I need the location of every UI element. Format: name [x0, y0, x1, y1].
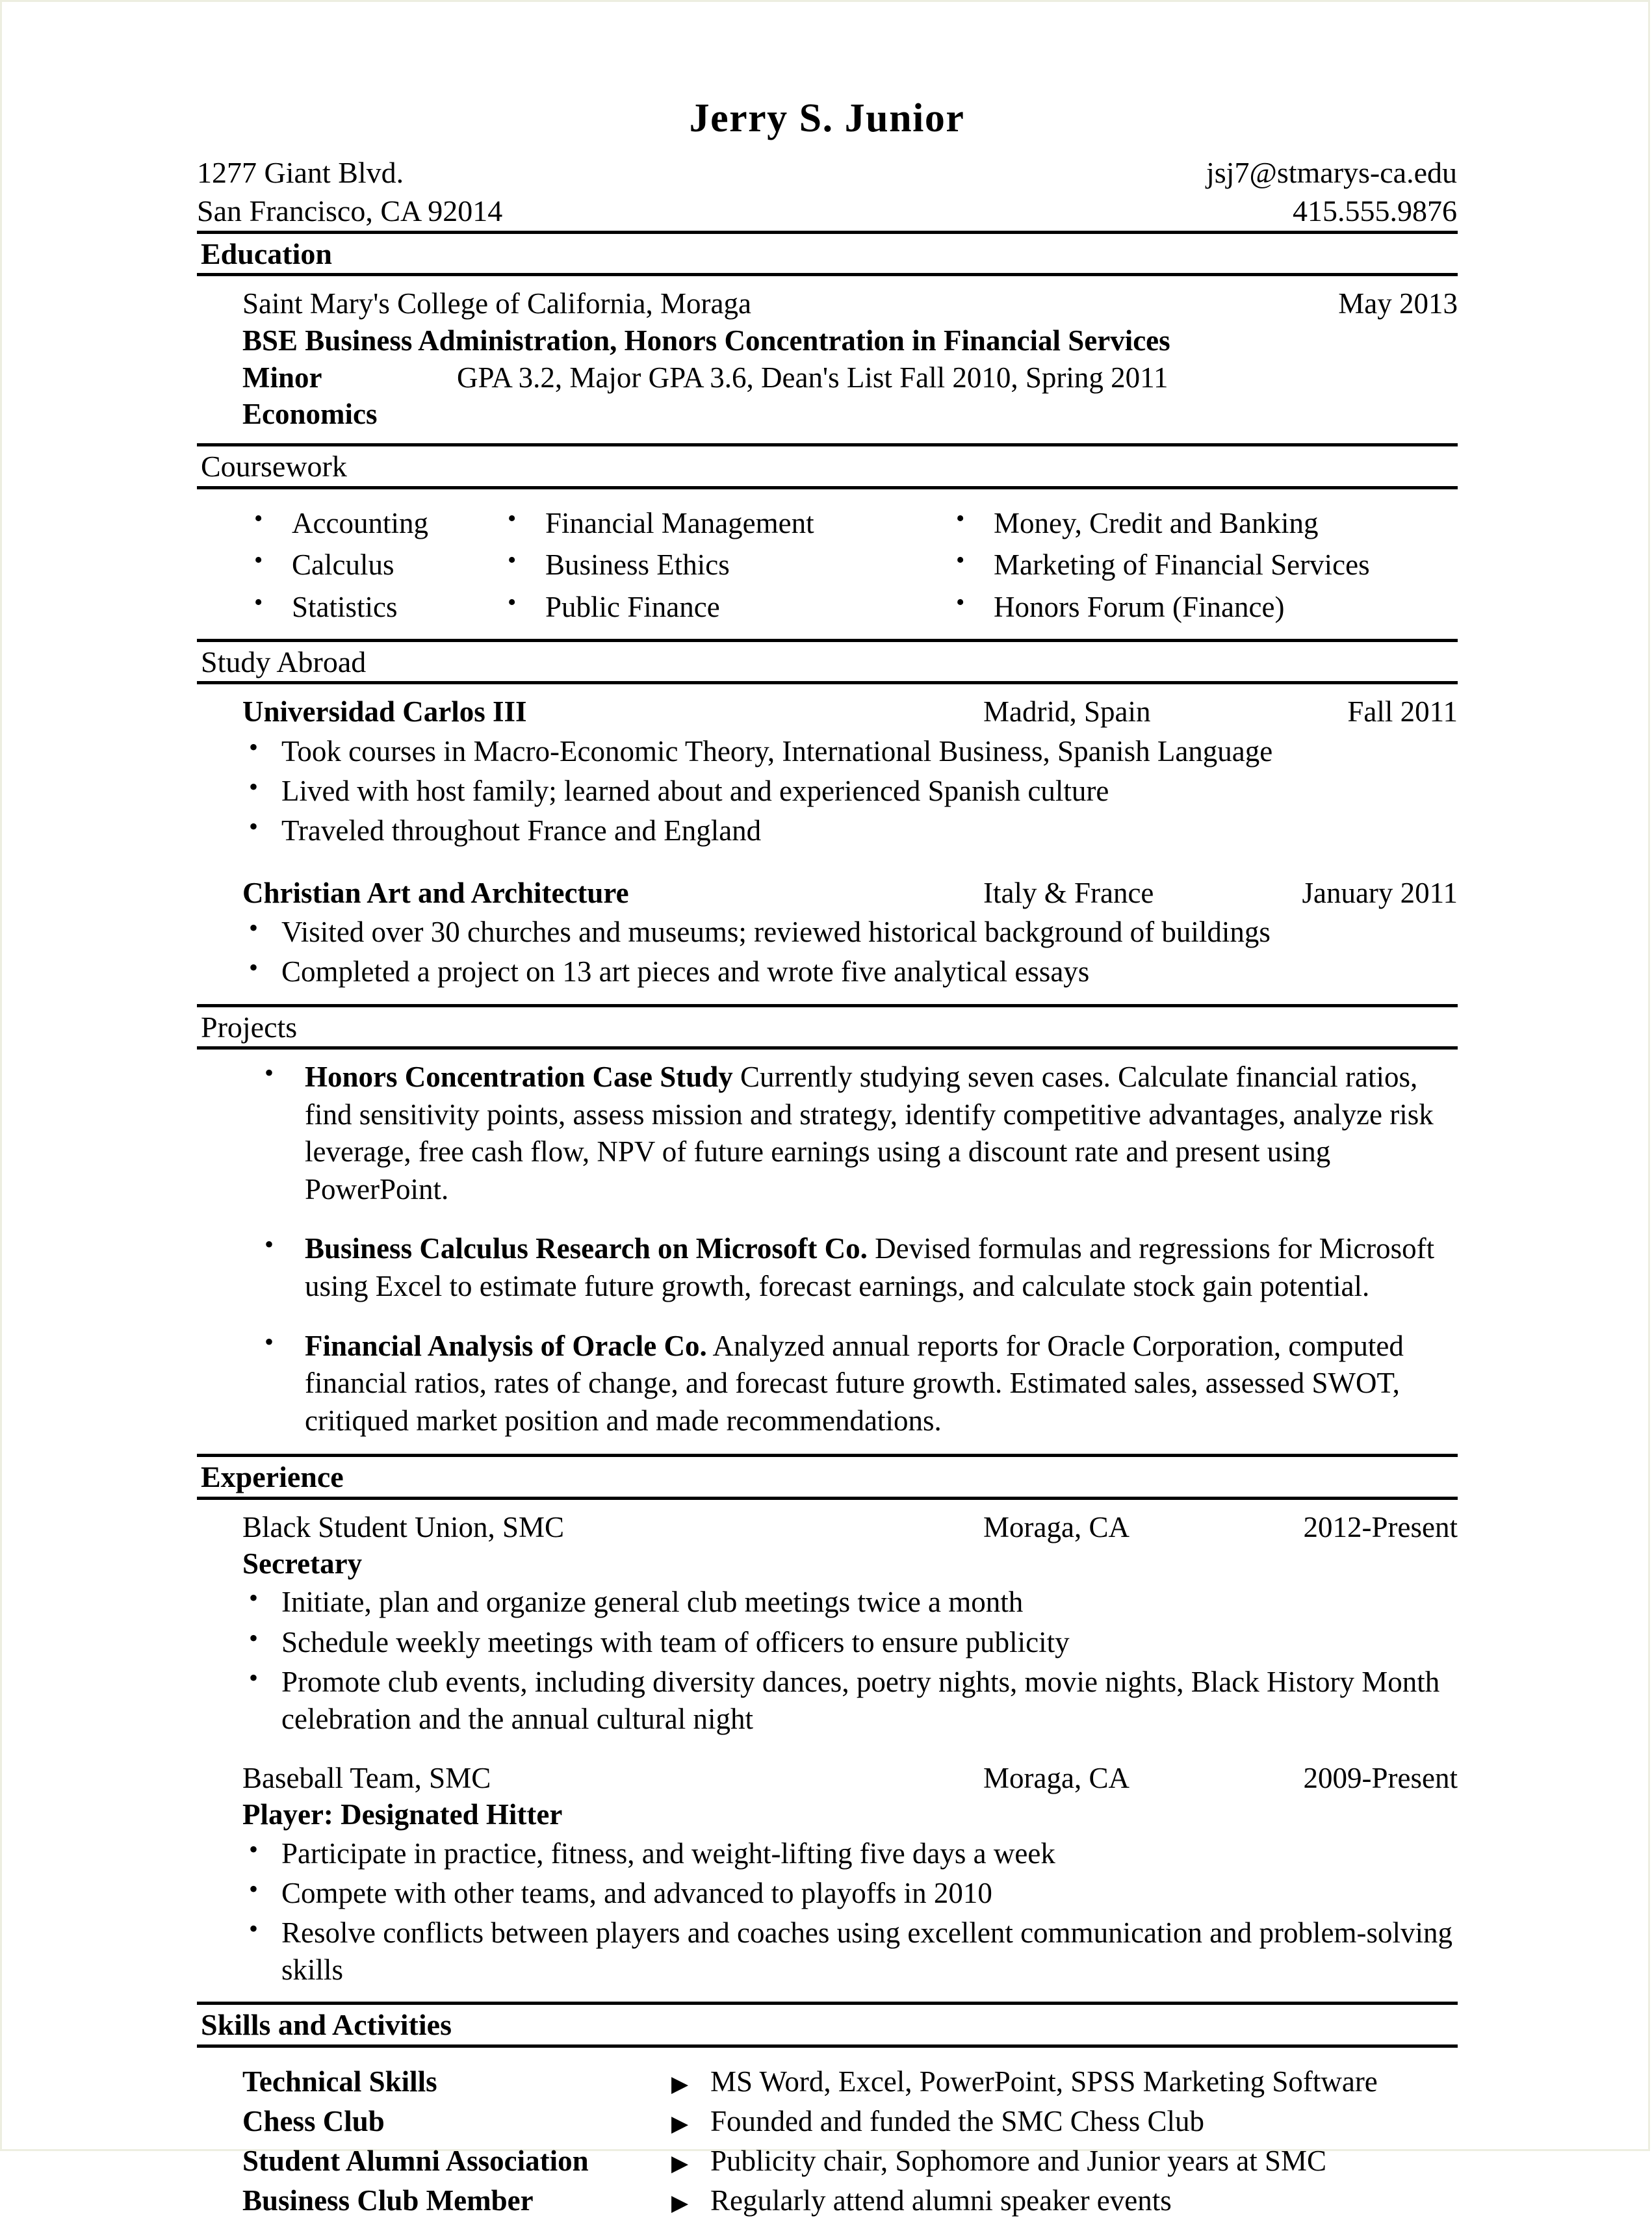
study-abroad-header-row [242, 875, 1458, 912]
list-item: • Took courses in Macro-Economic Theory, International Business, Spanish Language [242, 733, 1457, 770]
section-education [197, 231, 1457, 443]
project-name: Financial Analysis of Oracle Co. [305, 1329, 707, 1362]
coursework-body [242, 489, 1457, 639]
experience-role: Secretary [242, 1547, 363, 1580]
skill-description: MS Word, Excel, PowerPoint, SPSS Marketing Software [710, 2065, 1378, 2098]
candidate-name: Jerry S. Junior [689, 96, 965, 140]
education-body [242, 276, 1457, 443]
skill-label: Technical Skills [242, 2065, 437, 2098]
skill-row [242, 2062, 1457, 2102]
study-abroad-location: Italy & France [983, 876, 1154, 909]
section-heading-coursework: Coursework [201, 450, 347, 484]
project-description: Devised formulas and regressions for Microsoft using Excel to estimate future growth, forecast earnings, and calculate stock gain potential. [305, 1232, 1435, 1302]
experience-bullets [242, 1835, 1457, 1989]
triangle-right-icon: ▶ [671, 2191, 689, 2216]
triangle-right-icon: ▶ [671, 2152, 689, 2176]
projects-list [242, 1059, 1457, 1439]
experience-organization: Black Student Union, SMC [242, 1510, 565, 1543]
contact-block [197, 154, 1457, 231]
coursework-item: • Marketing of Financial Services [944, 544, 1464, 586]
skill-label: Business Club Member [242, 2184, 534, 2217]
list-item: • Schedule weekly meetings with team of officers to ensure publicity [242, 1624, 1457, 1661]
experience-header-row [242, 1760, 1458, 1797]
study-abroad-entry [242, 693, 1457, 849]
education-minor: Minor Economics [242, 361, 378, 431]
project-item [242, 1328, 1468, 1440]
email-text[interactable]: jsj7@stmarys-ca.edu [1206, 156, 1457, 189]
coursework-column-2 [496, 502, 944, 628]
contact-address [197, 154, 502, 231]
education-honors: GPA 3.2, Major GPA 3.6, Dean's List Fall 2010, Spring 2011 [457, 361, 1168, 394]
skill-description: Publicity chair, Sophomore and Junior years at SMC [710, 2145, 1327, 2178]
section-skills-and-activities [197, 2002, 1457, 2231]
section-projects [197, 1004, 1457, 1454]
study-abroad-program: Universidad Carlos III [242, 695, 527, 729]
education-minor-row [242, 359, 1458, 433]
skill-row [242, 2181, 1457, 2221]
triangle-right-icon: ▶ [671, 2072, 689, 2096]
list-item: • Promote club events, including diversity dances, poetry nights, movie nights, Black History Month celebration and the annual cultural night [242, 1664, 1457, 1738]
list-item: • Traveled throughout France and England [242, 812, 1457, 849]
skill-label: Chess Club [242, 2104, 385, 2137]
experience-role: Player: Designated Hitter [242, 1798, 563, 1831]
section-coursework [197, 443, 1457, 639]
skill-description: Founded and funded the SMC Chess Club [710, 2104, 1204, 2137]
coursework-item: • Financial Management [496, 502, 944, 545]
coursework-item: • Public Finance [496, 586, 944, 628]
coursework-item: • Business Ethics [496, 544, 944, 586]
study-abroad-location: Madrid, Spain [983, 695, 1151, 729]
list-item: • Resolve conflicts between players and coaches using excellent communication and problem-solving skills [242, 1915, 1457, 1989]
education-school-row [242, 285, 1458, 322]
triangle-right-icon: ▶ [671, 2111, 689, 2136]
education-date: May 2013 [1338, 287, 1458, 320]
study-abroad-date: January 2011 [1302, 876, 1458, 909]
section-heading-projects: Projects [201, 1010, 298, 1044]
coursework-item: • Accounting [242, 502, 496, 545]
study-abroad-body [242, 684, 1457, 1003]
list-item: • Lived with host family; learned about and experienced Spanish culture [242, 773, 1457, 810]
education-degree: BSE Business Administration, Honors Concentration in Financial Services [242, 324, 1170, 357]
skill-description: Regularly attend alumni speaker events [710, 2184, 1172, 2217]
list-item: • Completed a project on 13 art pieces and wrote five analytical essays [242, 953, 1457, 990]
education-school: Saint Mary's College of California, Moraga [242, 287, 751, 320]
section-heading-education: Education [201, 237, 332, 270]
coursework-column-3 [944, 502, 1464, 628]
study-abroad-program: Christian Art and Architecture [242, 876, 629, 909]
skill-row [242, 2102, 1457, 2141]
coursework-item: • Money, Credit and Banking [944, 502, 1464, 545]
coursework-item: • Calculus [242, 544, 496, 586]
section-heading-skills: Skills and Activities [201, 2008, 452, 2042]
section-heading-experience: Experience [201, 1460, 344, 1494]
list-item: • Visited over 30 churches and museums; reviewed historical background of buildings [242, 914, 1457, 951]
project-name: Honors Concentration Case Study [305, 1061, 733, 1094]
phone-text: 415.555.9876 [1293, 194, 1457, 227]
section-heading-study-abroad: Study Abroad [201, 645, 367, 678]
experience-header-row [242, 1509, 1458, 1546]
study-abroad-bullets [242, 914, 1457, 990]
project-description: Currently studying seven cases. Calculate financial ratios, find sensitivity points, assess mission and strategy, identify competitive advantages, analyze risk leverage, free cash flow, NPV of future earnings using a discount rate and present using PowerPoint. [305, 1061, 1434, 1206]
study-abroad-header-row [242, 693, 1458, 730]
experience-location: Moraga, CA [983, 1510, 1129, 1543]
experience-date: 2009-Present [1303, 1762, 1458, 1795]
coursework-columns [242, 498, 1457, 628]
experience-entry [242, 1760, 1457, 1989]
experience-entry [242, 1509, 1457, 1738]
skill-row [242, 2141, 1457, 2181]
coursework-column-1 [242, 502, 496, 628]
list-item: • Initiate, plan and organize general club meetings twice a month [242, 1584, 1457, 1621]
experience-location: Moraga, CA [983, 1762, 1129, 1795]
project-name: Business Calculus Research on Microsoft Co. [305, 1232, 868, 1265]
list-item: • Compete with other teams, and advanced to playoffs in 2010 [242, 1875, 1457, 1912]
coursework-item: • Statistics [242, 586, 496, 628]
projects-body [242, 1050, 1457, 1454]
spacer [242, 853, 1457, 875]
project-item [242, 1059, 1468, 1208]
experience-organization: Baseball Team, SMC [242, 1762, 491, 1795]
contact-details [1206, 154, 1457, 231]
project-item [242, 1230, 1468, 1305]
skill-label: Student Alumni Association [242, 2145, 589, 2178]
study-abroad-entry [242, 875, 1457, 991]
list-item: • Participate in practice, fitness, and weight-lifting five days a week [242, 1835, 1457, 1872]
address-line-2: San Francisco, CA 92014 [197, 194, 503, 227]
experience-body [242, 1500, 1457, 2002]
skills-body [242, 2048, 1457, 2231]
coursework-item: • Honors Forum (Finance) [944, 586, 1464, 628]
experience-date: 2012-Present [1303, 1510, 1458, 1543]
study-abroad-date: Fall 2011 [1347, 695, 1458, 729]
skills-table [242, 2057, 1457, 2221]
experience-bullets [242, 1584, 1457, 1738]
study-abroad-bullets [242, 733, 1457, 849]
project-description: Analyzed annual reports for Oracle Corporation, computed financial ratios, rates of change, and forecast future growth. Estimated sales, assessed SWOT, critiqued market position and made recommendations. [305, 1329, 1404, 1437]
section-experience [197, 1454, 1457, 2002]
resume-sheet [2, 2, 1652, 2217]
section-study-abroad [197, 639, 1457, 1004]
address-line-1: 1277 Giant Blvd. [197, 156, 404, 189]
